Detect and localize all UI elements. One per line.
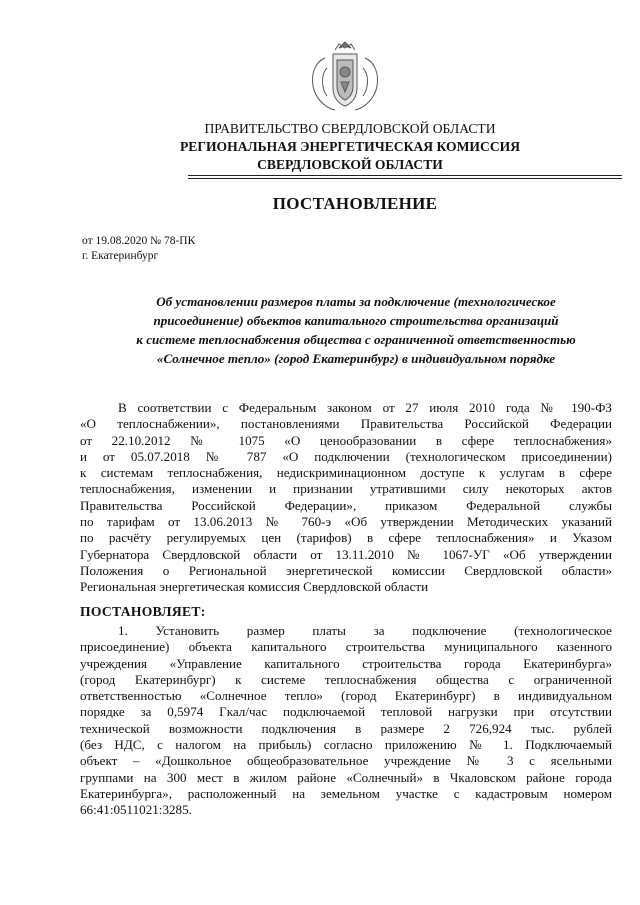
text-line: «О теплоснабжении», постановлениями Правительства Российской Федерации	[80, 416, 612, 432]
text-line: порядке за 0,5974 Гкал/час подключаемой тепловой нагрузки при отсутствии	[80, 704, 612, 720]
preamble-paragraph	[80, 400, 612, 596]
title-line: Об установлении размеров платы за подключение (технологическое	[156, 294, 556, 309]
header-divider-double	[188, 178, 622, 179]
commission-name-line1: РЕГИОНАЛЬНАЯ ЭНЕРГЕТИЧЕСКАЯ КОМИССИЯ	[179, 139, 521, 154]
coat-of-arms-emblem	[305, 38, 385, 116]
text-line: Губернатора Свердловской области от 13.11.2010 № 1067-УГ «Об утверждении	[80, 546, 612, 562]
text-line: по тарифам от 13.06.2013 № 760-э «Об утверждении Методических указаний	[80, 514, 612, 530]
text-line: по расчёту регулируемых цен (тарифов) в сфере теплоснабжения» и Указом	[80, 530, 612, 546]
text-line: учреждения «Управление капитального строительства города Екатеринбурга»	[80, 655, 612, 671]
commission-name-line2: СВЕРДЛОВСКОЙ ОБЛАСТИ	[257, 157, 443, 172]
text-line: Региональная энергетическая комиссия Свердловской области	[80, 579, 429, 595]
text-line: присоединение) объекта капитального строительства муниципального казенного	[80, 639, 612, 655]
text-line: 66:41:0511021:3285.	[80, 802, 192, 818]
title-line: к системе теплоснабжения общества с ограниченной ответственностью	[136, 332, 576, 347]
text-line: ответственностью «Солнечное тепло» (город Екатеринбург) в индивидуальном	[80, 688, 612, 704]
header-divider	[188, 175, 622, 176]
text-line: Екатеринбурга», расположенный на земельном участке с кадастровым номером	[80, 785, 612, 801]
city: г. Екатеринбург	[82, 250, 159, 262]
text-line: В соответствии с Федеральным законом от 27 июля 2010 года № 190-ФЗ	[118, 400, 612, 415]
document-type: ПОСТАНОВЛЕНИЕ	[272, 194, 438, 213]
title-line: присоединение) объектов капитального строительства организаций	[153, 313, 559, 328]
item-1-paragraph	[80, 623, 612, 819]
title-line: «Солнечное тепло» (город Екатеринбург) в индивидуальном порядке	[156, 351, 556, 366]
text-line: теплоснабжения, изменении и признании утратившими силу некоторых актов	[80, 481, 612, 497]
text-line: (без НДС, с налогом на прибыль) согласно приложению № 1. Подключаемый	[80, 737, 612, 753]
government-name: ПРАВИТЕЛЬСТВО СВЕРДЛОВСКОЙ ОБЛАСТИ	[204, 121, 496, 136]
document-title	[80, 292, 632, 368]
text-line: и от 05.07.2018 № 787 «О подключении (технологическом присоединении)	[80, 448, 612, 464]
text-line: (город Екатеринбург) к системе теплоснабжения общества с ограниченной	[80, 671, 612, 687]
text-line: объект – «Дошкольное общеобразовательное учреждение № 3 с ясельными	[80, 753, 612, 769]
text-line: от 22.10.2012 № 1075 «О ценообразовании в сфере теплоснабжения»	[80, 432, 612, 448]
text-line: Правительства Российской Федерации», приказом Федеральной службы	[80, 497, 612, 513]
decree-word: ПОСТАНОВЛЯЕТ:	[80, 604, 206, 619]
date-number-block	[82, 234, 195, 264]
text-line: Положения о Региональной энергетической комиссии Свердловской области»	[80, 562, 612, 578]
date-number: от 19.08.2020 № 78-ПК	[82, 235, 196, 247]
text-line: группами на 300 мест в жилом районе «Солнечный» в Чкаловском районе города	[80, 769, 612, 785]
text-line: к системам теплоснабжения, недискриминационном доступе к услугам в сфере	[80, 465, 612, 481]
text-line: 1. Установить размер платы за подключение (технологическое	[118, 623, 612, 638]
text-line: технической возможности подключения в размере 2 726,924 тыс. рублей	[80, 720, 612, 736]
